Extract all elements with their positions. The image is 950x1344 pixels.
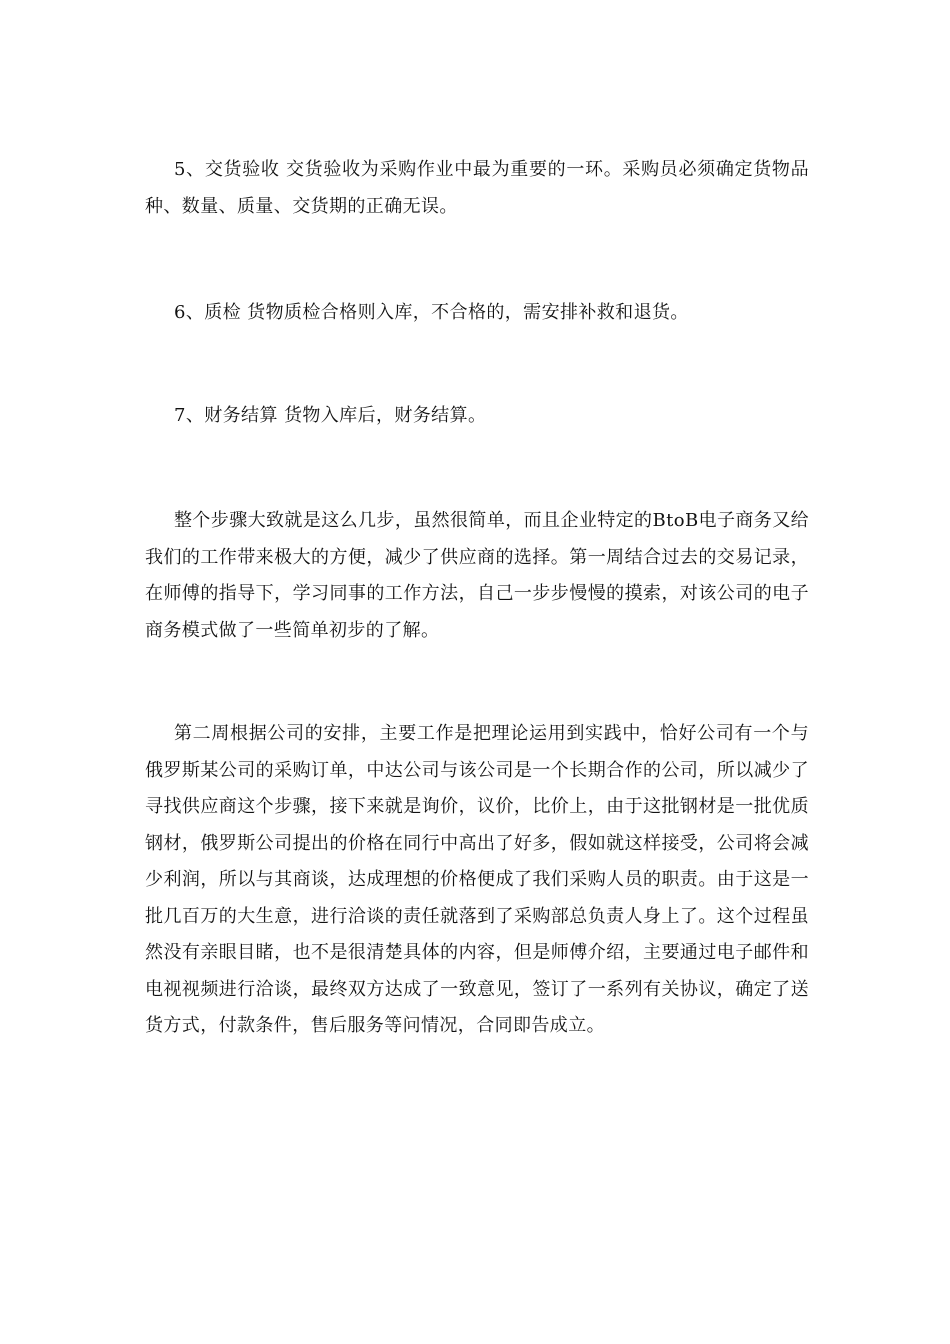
paragraph-delivery-acceptance: 5、交货验收 交货验收为采购作业中最为重要的一环。采购员必须确定货物品种、数量、质量、交货期的正确无误。 [145, 159, 809, 217]
paragraph-quality-inspection: 6、质检 货物质检合格则入库，不合格的，需安排补救和退货。 [174, 302, 689, 323]
paragraph-second-week-summary: 第二周根据公司的安排，主要工作是把理论运用到实践中，恰好公司有一个与俄罗斯某公司的采购订单，中达公司与该公司是一个长期合作的公司，所以减少了寻找供应商这个步骤，接下来就是询价，议价，比价上，由于这批钢材是一批优质钢材，俄罗斯公司提出的价格在同行中高出了好多，假如就这样接受，公司将会减少利润，所以与其商谈，达成理想的价格便成了我们采购人员的职责。由于这是一批几百万的大生意，进行洽谈的责任就落到了采购部总负责人身上了。这个过程虽然没有亲眼目睹，也不是很清楚具体的内容，但是师傅介绍，主要通过电子邮件和电视视频进行洽谈，最终双方达成了一致意见，签订了一系列有关协议，确定了送货方式，付款条件，售后服务等问情况，合同即告成立。 [145, 723, 809, 1036]
paragraph-financial-settlement: 7、财务结算 货物入库后，财务结算。 [174, 405, 487, 426]
paragraph-first-week-summary: 整个步骤大致就是这么几步，虽然很简单，而且企业特定的BtoB电子商务又给我们的工作带来极大的方便，减少了供应商的选择。第一周结合过去的交易记录，在师傅的指导下，学习同事的工作方法，自己一步步慢慢的摸索，对该公司的电子商务模式做了一些简单初步的了解。 [145, 510, 809, 641]
